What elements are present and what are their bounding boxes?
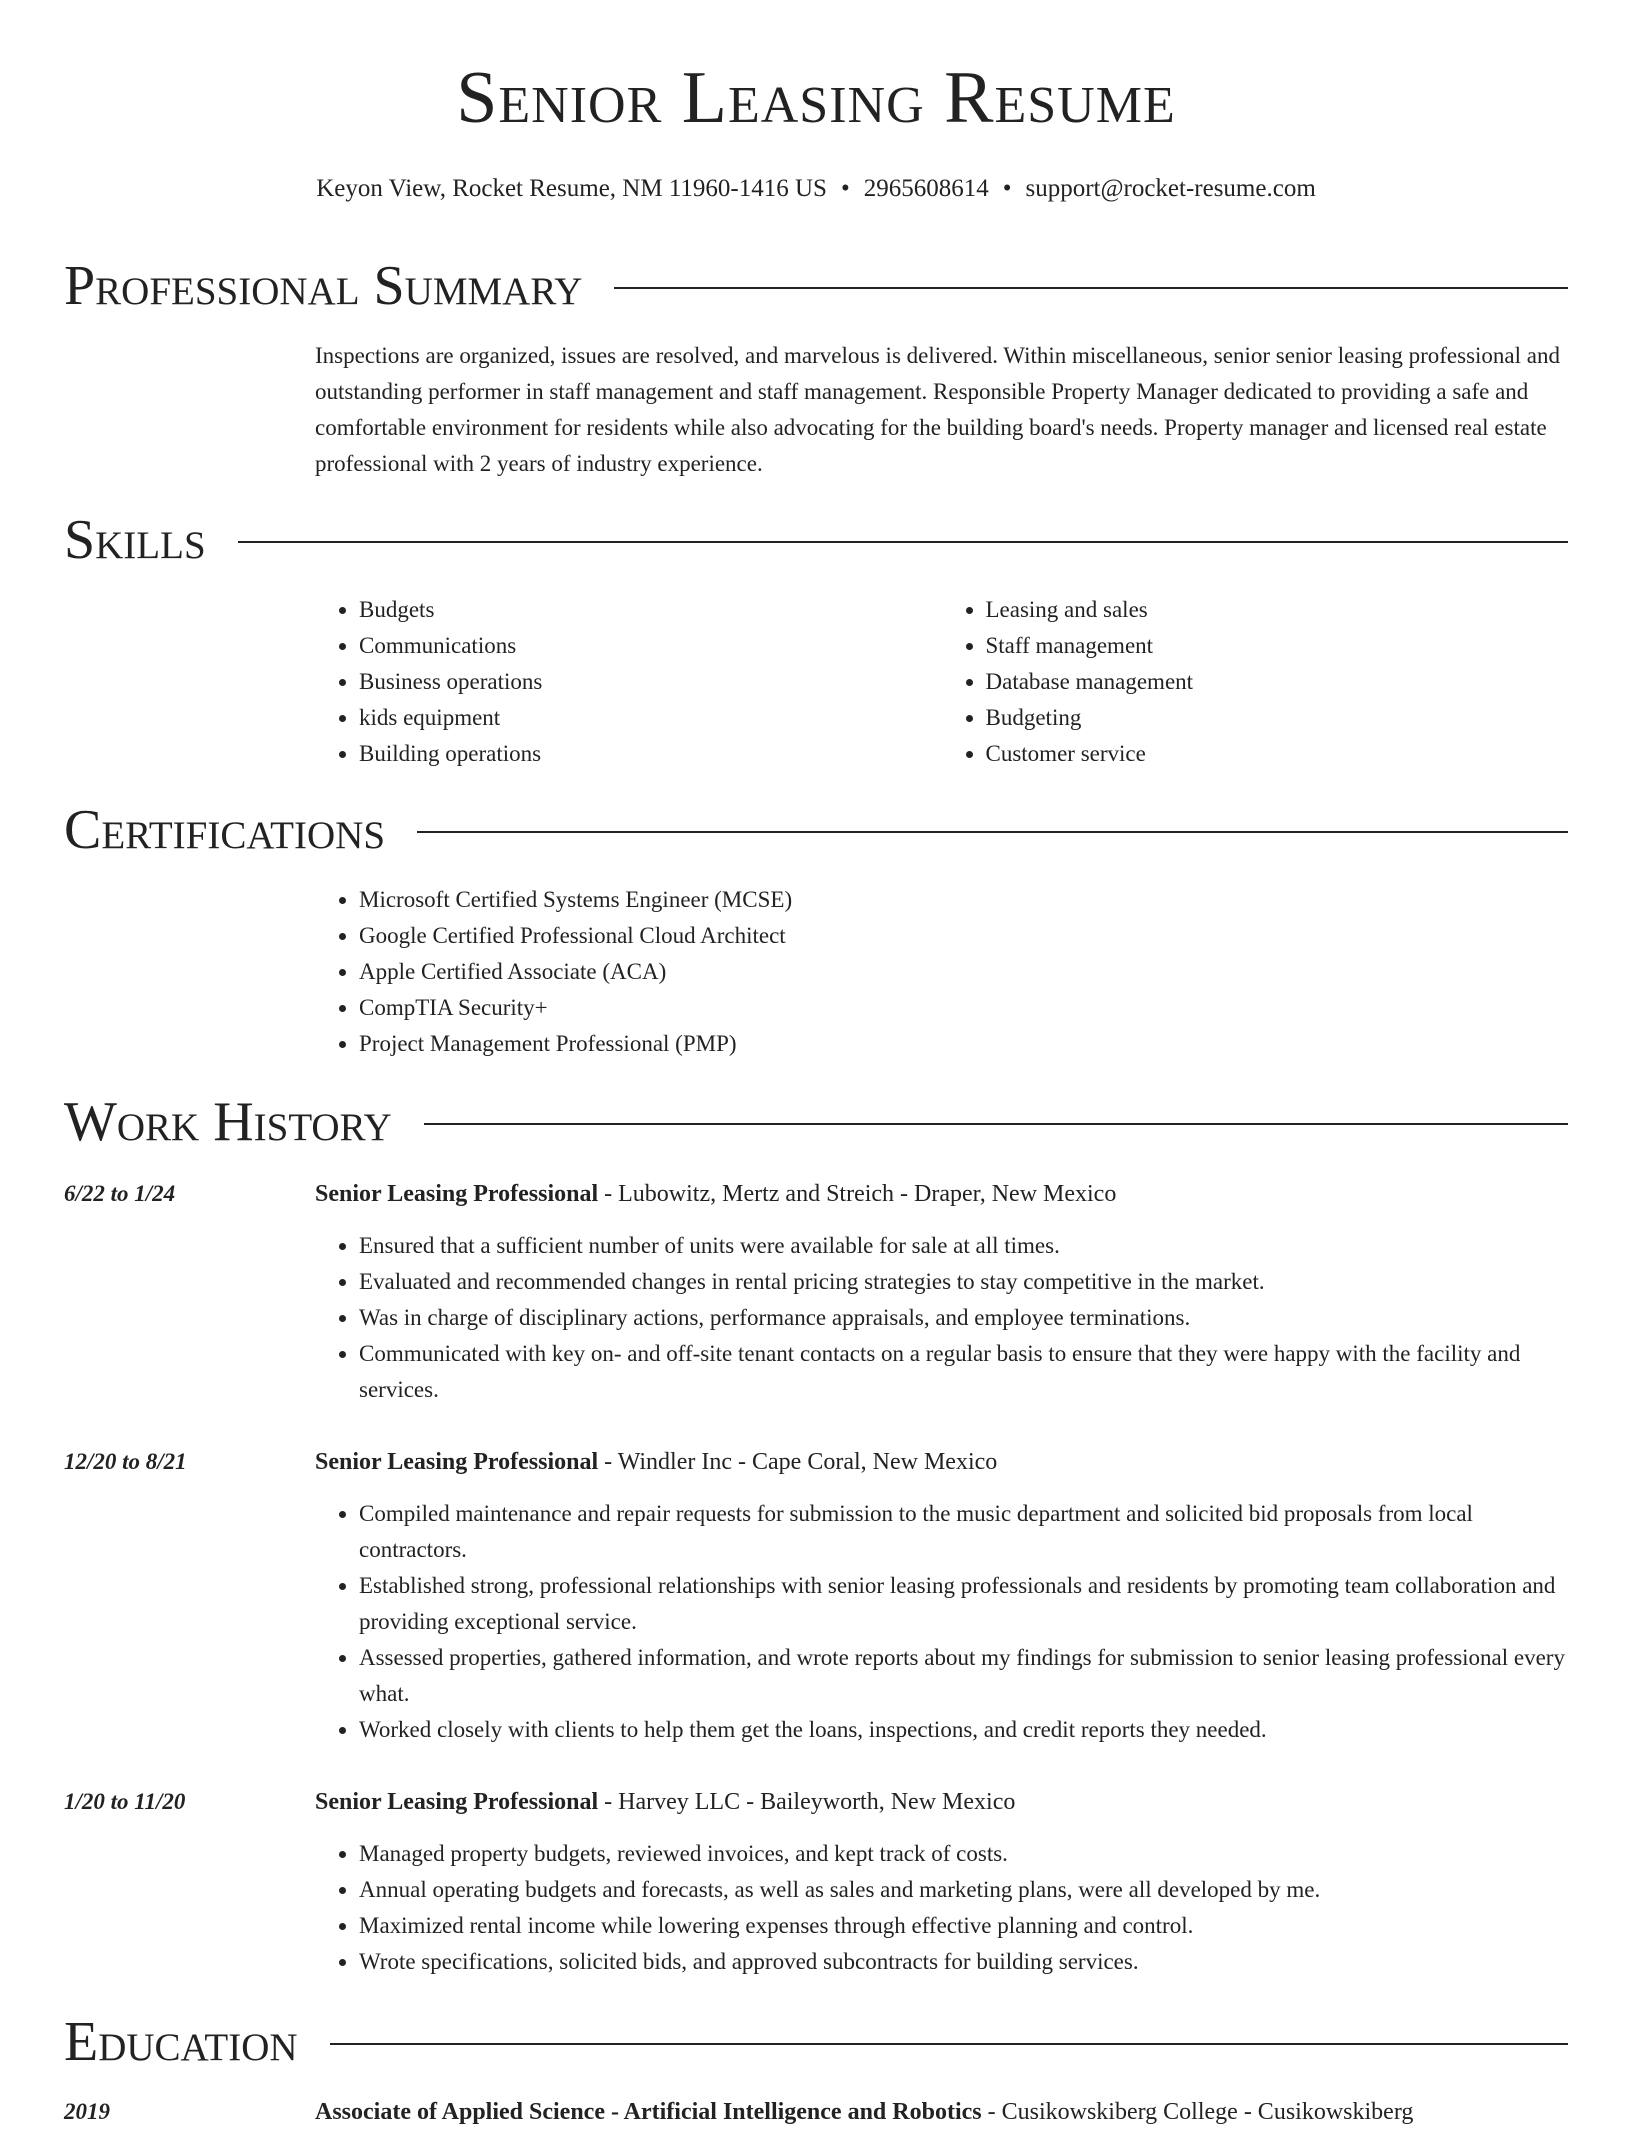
skill-item: • Customer service [986, 736, 1569, 772]
skill-item: • Budgets [359, 592, 942, 628]
section-divider [238, 541, 1568, 543]
job-title: Senior Leasing Professional [315, 1789, 599, 1815]
job-company: - Lubowitz, Mertz and Streich - Draper, New Mexico [598, 1181, 1117, 1207]
contact-address: Keyon View, Rocket Resume, NM 11960-1416 US [316, 175, 827, 202]
certifications-heading: Certifications [64, 799, 386, 861]
duty-item: • Communicated with key on- and off-site tenant contacts on a regular basis to ensure that they were happy with the facility and services. [359, 1336, 1568, 1408]
work-heading: Work History [64, 1091, 392, 1153]
education-school: - Cusikowskiberg College - Cusikowskiberg [981, 2099, 1414, 2125]
certification-item: • Apple Certified Associate (ACA) [359, 954, 1568, 990]
contact-phone: 2965608614 [863, 175, 989, 202]
summary-body [315, 338, 1568, 482]
resume-title: Senior Leasing Resume [456, 57, 1176, 139]
section-divider [614, 287, 1568, 289]
duty-item: • Evaluated and recommended changes in rental pricing strategies to stay competitive in the market. [359, 1264, 1568, 1300]
job-title: Senior Leasing Professional [315, 1449, 599, 1475]
skill-item: • Building operations [359, 736, 942, 772]
certification-item: • CompTIA Security+ [359, 990, 1568, 1026]
duty-item: • Was in charge of disciplinary actions, performance appraisals, and employee terminations. [359, 1300, 1568, 1336]
duty-item: • Managed property budgets, reviewed invoices, and kept track of costs. [359, 1836, 1568, 1872]
duty-item: • Annual operating budgets and forecasts, as well as sales and marketing plans, were all developed by me. [359, 1872, 1568, 1908]
skill-item: • Database management [986, 664, 1569, 700]
summary-heading: Professional Summary [64, 255, 583, 317]
duty-item: • Worked closely with clients to help them get the loans, inspections, and credit reports they needed. [359, 1712, 1568, 1748]
duty-item: • Ensured that a sufficient number of units were available for sale at all times. [359, 1228, 1568, 1264]
certifications-list [315, 882, 1568, 1062]
job-entry [315, 1176, 1568, 1408]
section-divider [330, 2043, 1568, 2045]
job-dates: 6/22 to 1/24 [64, 1181, 176, 1206]
skills-section-header [64, 508, 1568, 572]
duty-item: • Assessed properties, gathered information, and wrote reports about my findings for submission to senior leasing professional every what. [359, 1640, 1568, 1712]
skill-item: • Business operations [359, 664, 942, 700]
certification-item: • Google Certified Professional Cloud Architect [359, 918, 1568, 954]
skill-item: • Leasing and sales [986, 592, 1569, 628]
skills-list-right [942, 592, 1569, 772]
work-section-header [64, 1090, 1568, 1154]
job-company: - Windler Inc - Cape Coral, New Mexico [598, 1449, 998, 1475]
contact-email: support@rocket-resume.com [1025, 175, 1316, 202]
contact-line [0, 174, 1632, 204]
education-section-header [64, 2010, 1568, 2074]
job-title: Senior Leasing Professional [315, 1181, 599, 1207]
skills-heading: Skills [64, 509, 206, 571]
section-divider [417, 831, 1568, 833]
job-company: - Harvey LLC - Baileyworth, New Mexico [598, 1789, 1016, 1815]
certifications-body [315, 882, 1568, 1062]
certification-item: • Project Management Professional (PMP) [359, 1026, 1568, 1062]
job-title-line [315, 1444, 1568, 1480]
education-degree: Associate of Applied Science - Artificial Intelligence and Robotics [315, 2099, 982, 2125]
education-line [315, 2094, 1568, 2130]
certifications-section-header [64, 798, 1568, 862]
skills-body [315, 592, 1568, 772]
job-duties [315, 1496, 1568, 1748]
duty-item: • Established strong, professional relationships with senior leasing professionals and residents by promoting team collaboration and providing exceptional service. [359, 1568, 1568, 1640]
education-date: 2019 [64, 2099, 110, 2124]
job-dates: 12/20 to 8/21 [64, 1449, 187, 1474]
job-duties [315, 1228, 1568, 1408]
skill-item: • Budgeting [986, 700, 1569, 736]
job-dates: 1/20 to 11/20 [64, 1789, 186, 1814]
job-entry [315, 1784, 1568, 1980]
section-divider [424, 1123, 1568, 1125]
job-duties [315, 1836, 1568, 1980]
job-title-line [315, 1176, 1568, 1212]
summary-section-header [64, 254, 1568, 318]
certification-item: • Microsoft Certified Systems Engineer (MCSE) [359, 882, 1568, 918]
duty-item: • Wrote specifications, solicited bids, and approved subcontracts for building services. [359, 1944, 1568, 1980]
duty-item: • Compiled maintenance and repair requests for submission to the music department and solicited bid proposals from local contractors. [359, 1496, 1568, 1568]
skill-item: • Staff management [986, 628, 1569, 664]
summary-text: Inspections are organized, issues are resolved, and marvelous is delivered. Within miscellaneous, senior senior leasing professional and outstanding performer in staff management and staff management. Responsible Property Manager dedicated to providing a safe and comfortable environment for residents while also advocating for the building board's needs. Property manager and licensed real estate professional with 2 years of industry experience. [315, 343, 1560, 476]
contact-separator: • [840, 175, 850, 202]
education-heading: Education [64, 2011, 298, 2073]
skill-item: • Communications [359, 628, 942, 664]
job-title-line [315, 1784, 1568, 1820]
contact-separator: • [1002, 175, 1012, 202]
duty-item: • Maximized rental income while lowering expenses through effective planning and control. [359, 1908, 1568, 1944]
job-entry [315, 1444, 1568, 1748]
skills-grid [315, 592, 1568, 772]
skill-item: • kids equipment [359, 700, 942, 736]
education-entry [315, 2094, 1568, 2146]
skills-list-left [315, 592, 942, 772]
